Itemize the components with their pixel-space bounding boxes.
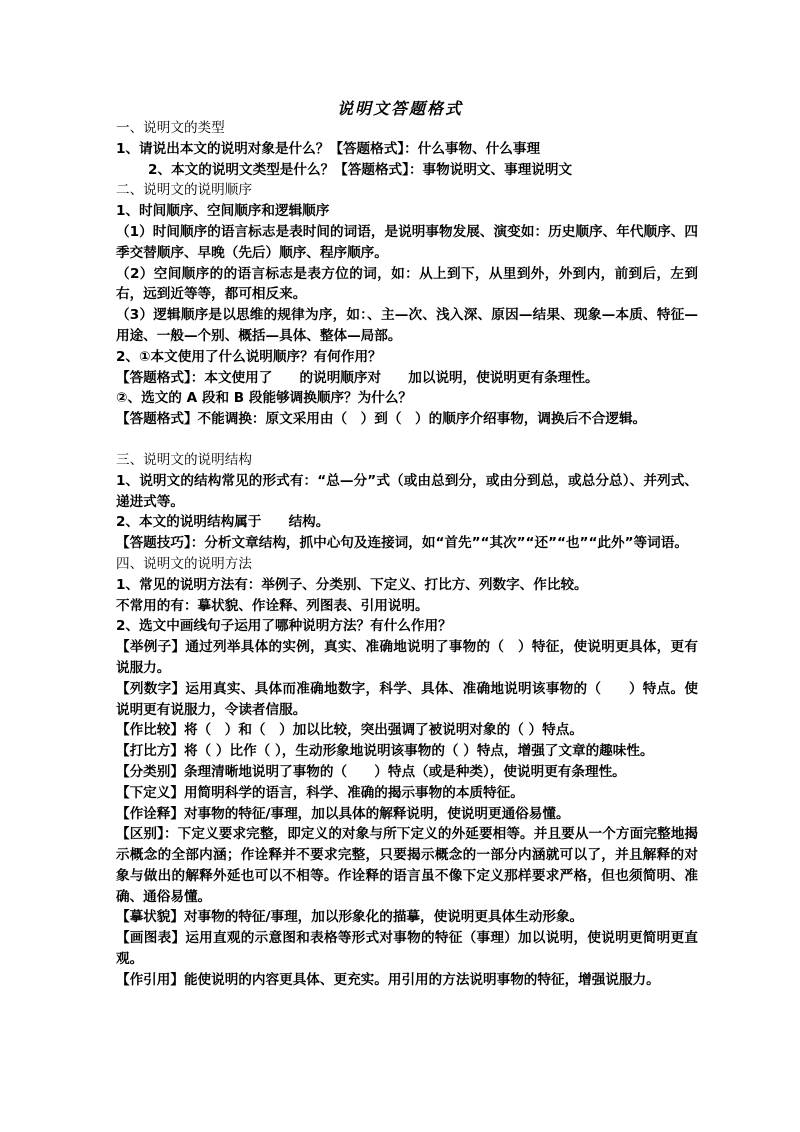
- answer-format-line: 【答题格式】不能调换：原文采用由（ ）到（ ）的顺序介绍事物，调换后不合逻辑。: [116, 411, 647, 428]
- question-line: ②、选文的 A 段和 B 段能够调换顺序？为什么？: [116, 390, 413, 407]
- paragraph: 不常用的有：摹状貌、作诠释、列图表、引用说明。: [116, 597, 429, 614]
- section-heading-methods: 四、说明文的说明方法: [116, 555, 252, 572]
- blank-line: [116, 430, 698, 450]
- method-item-definition: 【下定义】用简明科学的语言，科学、准确的揭示事物的本质特征。: [116, 784, 524, 801]
- section-heading-order: 二、说明文的说明顺序: [116, 182, 252, 199]
- answer-format-line: 【答题格式】：本文使用了 的说明顺序对 加以说明，使说明更有条理性。: [116, 369, 599, 386]
- answer-tip-line: 【答题技巧】：分析文章结构，抓中心句及连接词，如“首先”“其次”“还”“也”“此外”等词语。: [116, 535, 688, 552]
- document-body: [116, 118, 698, 991]
- method-item-quotation: 【作引用】能使说明的内容更具体、更充实。用引用的方法说明事物的特征，增强说服力。: [116, 971, 660, 988]
- question-line: 2、本文的说明结构属于 结构。: [116, 514, 330, 531]
- paragraph: （2）空间顺序的的语言标志是表方位的词，如：从上到下，从里到外，外到内，前到后，左到右，远到近等等，都可相反来。: [116, 265, 698, 303]
- section-heading-types: 一、说明文的类型: [116, 120, 225, 136]
- method-item-charts: 【画图表】运用直观的示意图和表格等形式对事物的特征（事理）加以说明，使说明更简明更直观。: [116, 930, 698, 968]
- question-line: 2、选文中画线句子运用了哪种说明方法？有什么作用？: [116, 618, 452, 635]
- method-item-numbers: 【列数字】运用真实、具体而准确地数字，科学、具体、准确地说明该事物的（ ）特点。使说明更有说服力，令读者信服。: [116, 680, 698, 718]
- method-item-example: 【举例子】通过列举具体的实例，真实、准确地说明了事物的（ ）特征，使说明更具体，更有说服力。: [116, 639, 698, 676]
- section-heading-structure: 三、说明文的说明结构: [116, 451, 252, 468]
- paragraph: （1）时间顺序的语言标志是表时间的词语，是说明事物发展、演变如：历史顺序、年代顺序、四季交替顺序、早晚（先后）顺序、程序顺序。: [116, 223, 698, 261]
- paragraph: 1、常见的说明方法有：举例子、分类别、下定义、打比方、列数字、作比较。: [116, 576, 588, 593]
- question-line: 2、①本文使用了什么说明顺序？有何作用？: [116, 348, 382, 365]
- paragraph: （3）逻辑顺序是以思维的规律为序，如：、主—次、浅入深、原因—结果、现象—本质、特征—用途、一般—个别、概括—具体、整体—局部。: [116, 307, 698, 344]
- question-line: 1、请说出本文的说明对象是什么？【答题格式】：什么事物、什么事理: [116, 140, 541, 157]
- method-item-classification: 【分类别】条理清晰地说明了事物的（ ）特点（或是种类），使说明更有条理性。: [116, 763, 626, 780]
- subheading-line: 1、时间顺序、空间顺序和逻辑顺序: [116, 203, 330, 220]
- paragraph: 1、说明文的结构常见的形式有：“总—分”式（或由总到分，或由分到总，或总分总）、并列式、递进式等。: [116, 472, 698, 510]
- method-item-comparison: 【作比较】将（ ）和（ ）加以比较，突出强调了被说明对象的（ ）特点。: [116, 722, 583, 739]
- method-item-explanation: 【作诠释】对事物的特征/事理，加以具体的解释说明，使说明更通俗易懂。: [116, 805, 570, 822]
- method-item-description: 【摹状貌】对事物的特征/事理，加以形象化的描摹，使说明更具体生动形象。: [116, 909, 584, 926]
- method-item-analogy: 【打比方】将（ ）比作（ ），生动形象地说明该事物的（ ）特点，增强了文章的趣味性。: [116, 743, 654, 760]
- document-title: 说明文答题格式: [336, 99, 463, 118]
- method-item-difference: 【区别】：下定义要求完整，即定义的对象与所下定义的外延要相等。并且要从一个方面完整地揭示概念的全部内涵；作诠释并不要求完整，只要揭示概念的一部分内涵就可以了，并且解释的对象与做出的解释外延也可以不相等。作诠释的语言虽不像下定义那样要求严格，但也须简明、准确、通俗易懂。: [116, 826, 698, 905]
- question-line: 2、本文的说明文类型是什么？【答题格式】：事物说明文、事理说明文: [148, 161, 573, 178]
